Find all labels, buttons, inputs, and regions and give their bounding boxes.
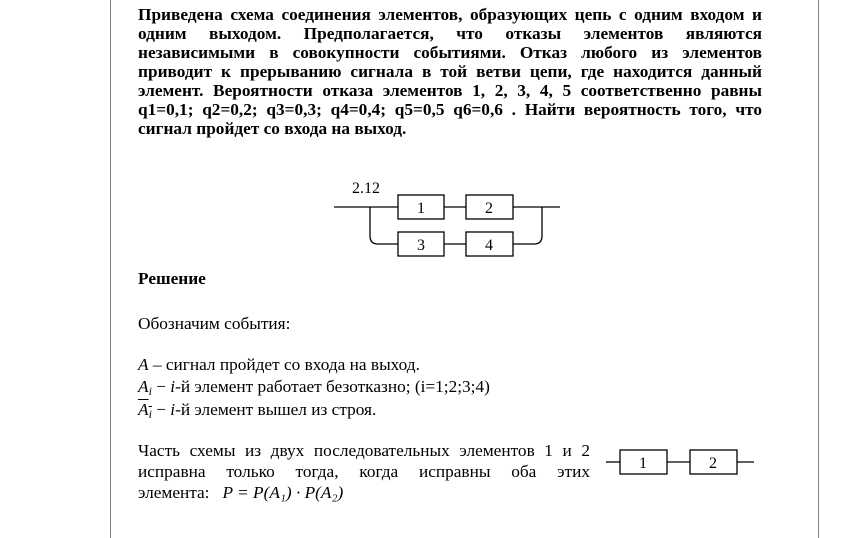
diagram-label: 2.12 [352, 180, 380, 197]
problem-line: Приведена схема соединения элементов, образующих цепь с одним входом и [138, 5, 762, 24]
series-line-formula: элемента: P = P(A₁) · P(A₂) [138, 483, 344, 502]
definition-a: A – сигнал пройдет со входа на выход. [138, 355, 420, 374]
series-line: Часть схемы из двух последовательных элементов 1 и 2 [138, 441, 590, 460]
solution-intro: Обозначим события: [138, 314, 291, 333]
element-2-label: 2 [485, 200, 493, 217]
element-1-label: 1 [417, 200, 425, 217]
element-4-label: 4 [485, 237, 493, 254]
solution-heading: Решение [138, 269, 206, 288]
element-3-label: 3 [417, 237, 425, 254]
problem-line: q1=0,1; q2=0,2; q3=0,3; q4=0,4; q5=0,5 q6=0,6 . Найти вероятность того, что [138, 100, 762, 119]
problem-line: элемент. Вероятности отказа элементов 1, 2, 3, 4, 5 соответственно равны [138, 81, 762, 100]
definition-not-ai: $A_i - i-й$ элемент вышел из строя. [138, 400, 377, 421]
problem-line: сигнал пройдет со входа на выход. [138, 119, 407, 138]
small-element-2-label: 2 [709, 455, 717, 472]
small-element-1-label: 1 [639, 455, 647, 472]
definition-ai: $A_i - i-й$ элемент работает безотказно; (i=1;2;3;4) [138, 377, 490, 398]
problem-line: одним выходом. Предполагается, что отказы элементов являются [138, 24, 762, 43]
problem-line: приводит к прерыванию сигнала в той ветви цепи, где находится данный [138, 62, 762, 81]
problem-line: независимыми в совокупности событиями. Отказ любого из элементов [138, 43, 762, 62]
formula: P = P(A₁) · P(A₂) [222, 483, 344, 502]
series-line: исправна только тогда, когда исправны оба этих [138, 462, 590, 481]
